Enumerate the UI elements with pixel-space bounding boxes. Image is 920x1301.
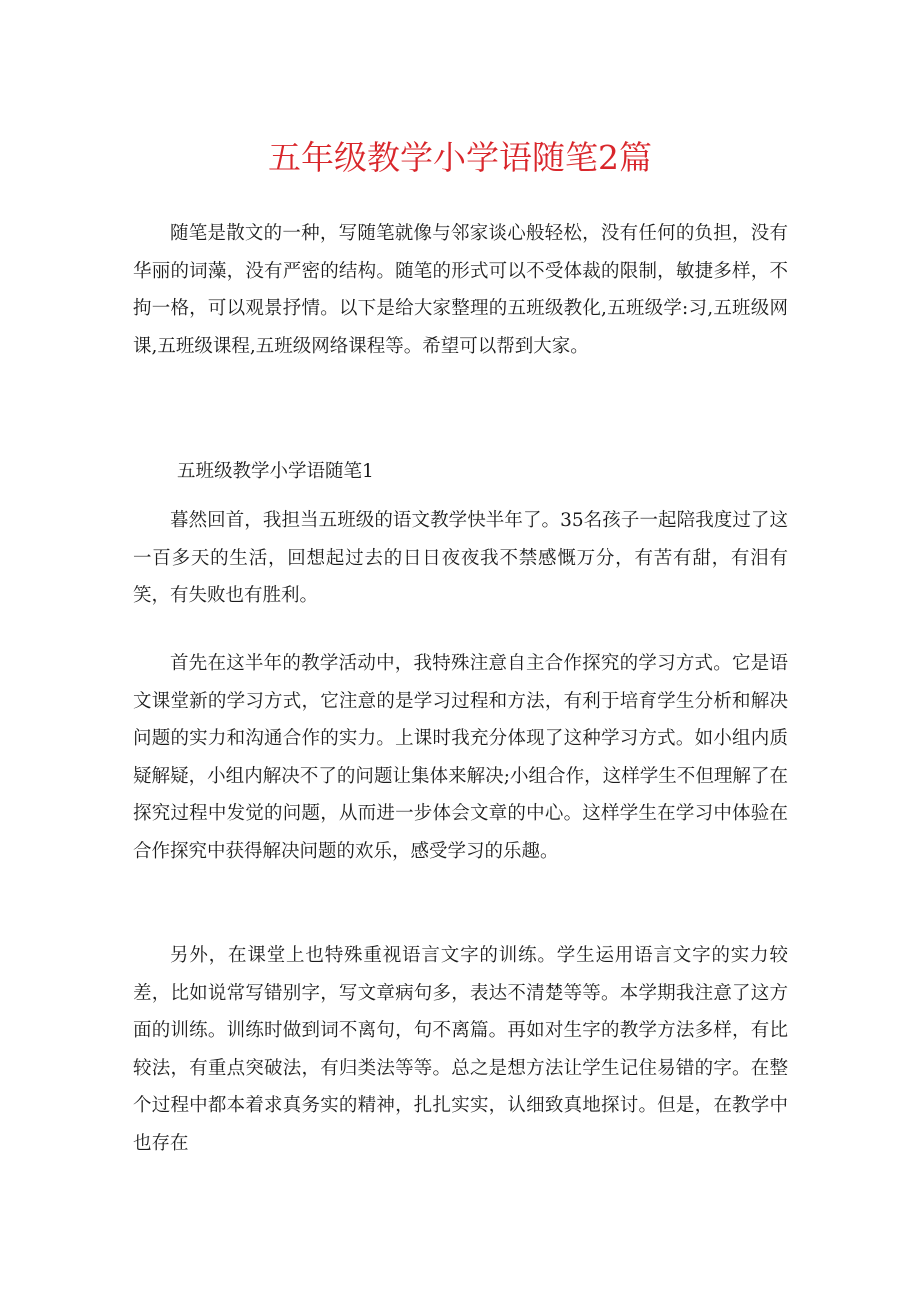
- document-title: 五年级教学小学语随笔2篇: [268, 138, 652, 177]
- body-paragraph-2: 首先在这半年的教学活动中，我特殊注意自主合作探究的学习方式。它是语文课堂新的学习方式，它注意的是学习过程和方法，有利于培育学生分析和解决问题的实力和沟通合作的实力。上课时我充分体现了这种学习方式。如小组内质疑解疑，小组内解决不了的问题让集体来解决;小组合作，这样学生不但理解了在探究过程中发觉的问题，从而进一步体会文章的中心。这样学生在学习中体验在合作探究中获得解决问题的欢乐，感受学习的乐趣。: [133, 653, 788, 862]
- body-paragraph-3: 另外，在课堂上也特殊重视语言文字的训练。学生运用语言文字的实力较差，比如说常写错别字，写文章病句多，表达不清楚等等。本学期我注意了这方面的训练。训练时做到词不离句，句不离篇。再如对生字的教学方法多样，有比较法，有重点突破法，有归类法等等。总之是想方法让学生记住易错的字。在整个过程中都本着求真务实的精神，扎扎实实，认细致真地探讨。但是，在教学中也存在: [133, 945, 788, 1154]
- section-heading: 五班级教学小学语随笔1: [177, 461, 374, 482]
- body-paragraph-1: 暮然回首，我担当五班级的语文教学快半年了。35名孩子一起陪我度过了这一百多天的生活，回想起过去的日日夜夜我不禁感慨万分，有苦有甜，有泪有笑，有失败也有胜利。: [133, 510, 788, 606]
- intro-paragraph: 随笔是散文的一种，写随笔就像与邻家谈心般轻松，没有任何的负担，没有华丽的词藻，没有严密的结构。随笔的形式可以不受体裁的限制，敏捷多样，不拘一格，可以观景抒情。以下是给大家整理的五班级教化,五班级学:习,五班级网课,五班级课程,五班级网络课程等。希望可以帮到大家。: [133, 223, 788, 357]
